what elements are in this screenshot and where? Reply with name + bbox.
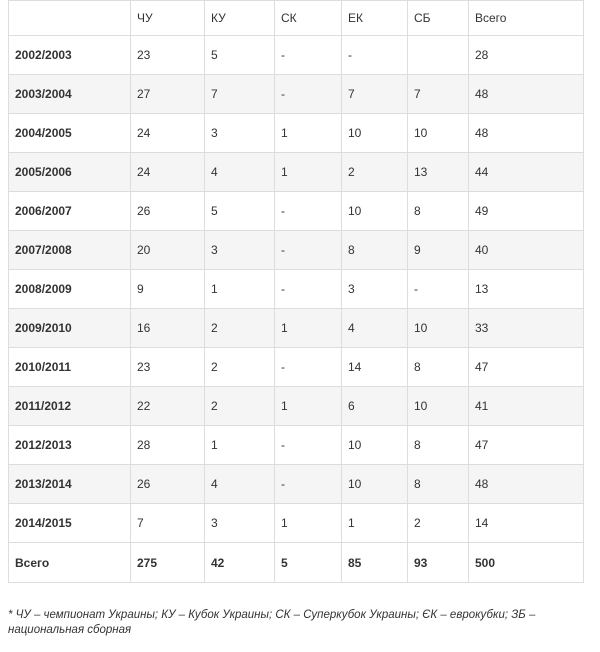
value-cell: 1	[205, 426, 275, 465]
value-cell: 23	[131, 348, 205, 387]
header-cell: Всего	[469, 1, 584, 36]
value-cell: 48	[469, 465, 584, 504]
table-row	[9, 114, 584, 153]
value-cell: 1	[275, 153, 342, 192]
totals-value-cell: 500	[469, 543, 584, 583]
value-cell: 3	[342, 270, 408, 309]
table-row	[9, 426, 584, 465]
value-cell: 16	[131, 309, 205, 348]
value-cell: 22	[131, 387, 205, 426]
season-cell: 2004/2005	[9, 114, 131, 153]
season-cell: 2009/2010	[9, 309, 131, 348]
value-cell: 47	[469, 426, 584, 465]
value-cell: 2	[205, 309, 275, 348]
value-cell: 10	[342, 465, 408, 504]
header-cell: ЕК	[342, 1, 408, 36]
value-cell: 1	[275, 114, 342, 153]
season-cell: 2012/2013	[9, 426, 131, 465]
value-cell: 13	[408, 153, 469, 192]
value-cell: 2	[205, 348, 275, 387]
value-cell: 9	[408, 231, 469, 270]
value-cell: 26	[131, 465, 205, 504]
value-cell: 47	[469, 348, 584, 387]
value-cell: 41	[469, 387, 584, 426]
value-cell: -	[275, 348, 342, 387]
value-cell: 4	[205, 465, 275, 504]
season-cell: 2003/2004	[9, 75, 131, 114]
totals-row	[9, 543, 584, 583]
season-cell: 2014/2015	[9, 504, 131, 543]
value-cell: 5	[205, 36, 275, 75]
value-cell: -	[275, 426, 342, 465]
value-cell: 28	[469, 36, 584, 75]
value-cell: 44	[469, 153, 584, 192]
value-cell: 8	[408, 426, 469, 465]
value-cell: 7	[342, 75, 408, 114]
value-cell: 2	[408, 504, 469, 543]
value-cell: 7	[131, 504, 205, 543]
value-cell: 1	[275, 309, 342, 348]
season-cell: 2008/2009	[9, 270, 131, 309]
value-cell: 4	[205, 153, 275, 192]
season-cell: 2005/2006	[9, 153, 131, 192]
totals-value-cell: 93	[408, 543, 469, 583]
value-cell: 26	[131, 192, 205, 231]
value-cell: 14	[469, 504, 584, 543]
table-header	[9, 1, 584, 36]
season-cell: 2011/2012	[9, 387, 131, 426]
season-cell: 2002/2003	[9, 36, 131, 75]
value-cell: 5	[205, 192, 275, 231]
value-cell: 10	[408, 387, 469, 426]
value-cell: -	[275, 192, 342, 231]
value-cell: 7	[408, 75, 469, 114]
value-cell: 10	[342, 426, 408, 465]
value-cell: 10	[408, 114, 469, 153]
value-cell: 24	[131, 153, 205, 192]
value-cell: 14	[342, 348, 408, 387]
value-cell: 1	[342, 504, 408, 543]
header-cell: КУ	[205, 1, 275, 36]
value-cell: 49	[469, 192, 584, 231]
table-row	[9, 270, 584, 309]
table-row	[9, 465, 584, 504]
season-cell: 2007/2008	[9, 231, 131, 270]
value-cell: 8	[408, 348, 469, 387]
value-cell: 6	[342, 387, 408, 426]
value-cell: 1	[205, 270, 275, 309]
value-cell: -	[275, 75, 342, 114]
value-cell: 23	[131, 36, 205, 75]
value-cell: 3	[205, 114, 275, 153]
table-row	[9, 75, 584, 114]
season-cell: 2013/2014	[9, 465, 131, 504]
table-row	[9, 36, 584, 75]
table-row	[9, 231, 584, 270]
value-cell: -	[275, 231, 342, 270]
value-cell: 1	[275, 504, 342, 543]
value-cell: 1	[275, 387, 342, 426]
header-cell: СК	[275, 1, 342, 36]
value-cell	[408, 36, 469, 75]
totals-label-cell: Всего	[9, 543, 131, 583]
value-cell: 27	[131, 75, 205, 114]
header-cell-empty	[9, 1, 131, 36]
value-cell: -	[275, 270, 342, 309]
totals-value-cell: 275	[131, 543, 205, 583]
season-cell: 2010/2011	[9, 348, 131, 387]
value-cell: 28	[131, 426, 205, 465]
value-cell: 2	[342, 153, 408, 192]
value-cell: -	[275, 465, 342, 504]
value-cell: 10	[342, 114, 408, 153]
value-cell: 3	[205, 504, 275, 543]
season-cell: 2006/2007	[9, 192, 131, 231]
footnote: * ЧУ – чемпионат Украины; КУ – Кубок Украины; СК – Суперкубок Украины; ЄК – еврокубки; ЗБ – национальная сборная	[8, 609, 536, 636]
value-cell: 10	[408, 309, 469, 348]
header-row	[9, 1, 584, 36]
stats-table	[8, 0, 584, 583]
table-row	[9, 387, 584, 426]
value-cell: 3	[205, 231, 275, 270]
value-cell: -	[342, 36, 408, 75]
value-cell: 24	[131, 114, 205, 153]
value-cell: 8	[408, 192, 469, 231]
value-cell: 33	[469, 309, 584, 348]
totals-value-cell: 5	[275, 543, 342, 583]
value-cell: 4	[342, 309, 408, 348]
header-cell: ЧУ	[131, 1, 205, 36]
value-cell: -	[275, 36, 342, 75]
table-row	[9, 153, 584, 192]
totals-value-cell: 42	[205, 543, 275, 583]
value-cell: 2	[205, 387, 275, 426]
value-cell: 10	[342, 192, 408, 231]
table-row	[9, 504, 584, 543]
table-row	[9, 192, 584, 231]
header-cell: СБ	[408, 1, 469, 36]
value-cell: -	[408, 270, 469, 309]
value-cell: 8	[342, 231, 408, 270]
value-cell: 13	[469, 270, 584, 309]
table-row	[9, 348, 584, 387]
value-cell: 48	[469, 75, 584, 114]
table-body	[9, 36, 584, 583]
value-cell: 7	[205, 75, 275, 114]
value-cell: 40	[469, 231, 584, 270]
value-cell: 8	[408, 465, 469, 504]
value-cell: 20	[131, 231, 205, 270]
value-cell: 48	[469, 114, 584, 153]
table-row	[9, 309, 584, 348]
value-cell: 9	[131, 270, 205, 309]
totals-value-cell: 85	[342, 543, 408, 583]
